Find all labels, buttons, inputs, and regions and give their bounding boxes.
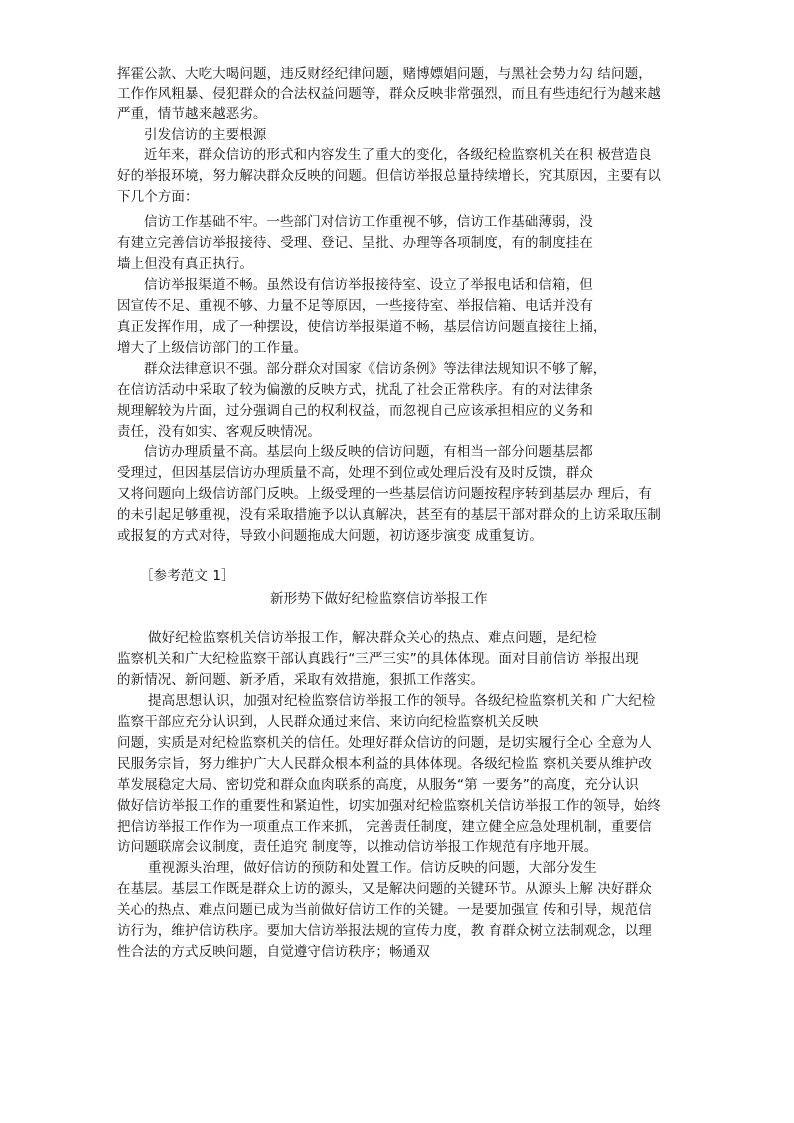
text-line: 或报复的方式对待，导致小问题拖成大问题，初访逐步演变 成重复访。 [117,528,543,544]
section-heading: 引发信访的主要根源 [144,127,267,143]
text-line: 信访举报渠道不畅。虽然设有信访举报接待室、设立了举报电话和信箱，但 [144,277,593,293]
text-line: 访问题联席会议制度，责任追究 制度等，以推动信访举报工作规范有序地开展。 [117,839,598,855]
text-line: 受理过，但因基层信访办理质量不高，处理不到位或处理后没有及时反馈，群众 [117,465,593,481]
text-line: 的新情况、新问题、新矛盾，采取有效措施，狠抓工作落实。 [117,672,485,688]
text-line: 监察干部应充分认识到，人民群众通过来信、来访向纪检监察机关反映 [117,714,539,730]
text-line: 规理解较为片面，过分强调自己的权利权益，而忽视自己应该承担相应的义务和 [117,403,593,419]
reference-label: ［参考范文 1］ [140,568,235,584]
text-line: 近年来，群众信访的形式和内容发生了重大的变化，各级纪检监察机关在积 极营造良 [144,147,652,163]
text-line: 问题，实质是对纪检监察机关的信任。处理好群众信访的问题，是切实履行全心 全意为人 [117,735,652,751]
text-line: 责任，没有如实、客观反映情况。 [117,424,321,440]
text-line: 做好信访举报工作的重要性和紧迫性，切实加强对纪检监察机关信访举报工作的领导，始终 [117,798,661,814]
text-line: 因宣传不足、重视不够、力量不足等原因，一些接待室、举报信箱、电话并没有 [117,298,593,314]
text-line: 民服务宗旨，努力维护广大人民群众根本利益的具体体现。各级纪检监 察机关要从维护改 [117,756,652,772]
text-line: 在信访活动中采取了较为偏激的反映方式，扰乱了社会正常秩序。有的对法律条 [117,382,593,398]
text-line: 好的举报环境，努力解决群众反映的问题。但信访举报总量持续增长，究其原因，主要有以 [117,168,661,184]
text-line: 监察机关和广大纪检监察干部认真践行“三严三实”的具体体现。面对目前信访 举报出现 [117,651,639,667]
text-line: 做好纪检监察机关信访举报工作，解决群众关心的热点、难点问题，是纪检 [148,630,597,646]
text-line: 把信访举报工作作为一项重点工作来抓， 完善责任制度，建立健全应急处理机制，重要信 [117,819,652,835]
text-line: 群众法律意识不强。部分群众对国家《信访条例》等法律法规知识不够了解， [144,361,607,377]
text-line: 重视源头治理，做好信访的预防和处置工作。信访反映的问题，大部分发生 [148,860,597,876]
text-line: 墙上但没有真正执行。 [117,256,253,272]
text-line: 的未引起足够重视，没有采取措施予以认真解决，甚至有的基层干部对群众的上访采取压制 [117,507,661,523]
text-line: 真正发挥作用，成了一种摆设，使信访举报渠道不畅，基层信访问题直接往上捅， [117,319,607,335]
text-line: 在基层。基层工作既是群众上访的源头，又是解决问题的关键环节。从源头上解 决好群众 [117,881,652,897]
text-line: 信访工作基础不牢。一些部门对信访工作重视不够，信访工作基础薄弱，没 [144,214,593,230]
text-line: 访行为，维护信访秩序。要加大信访举报法规的宣传力度，教 育群众树立法制观念，以理 [117,923,652,939]
text-line: 性合法的方式反映问题，自觉遵守信访秩序；畅通双 [117,944,430,960]
text-line: 革发展稳定大局、密切党和群众血肉联系的高度，从服务“第 一要务”的高度，充分认识 [117,777,639,793]
text-line: 严重，情节越来越恶劣。 [117,106,267,122]
text-line: 挥霍公款、大吃大喝问题，违反财经纪律问题，赌博嫖娼问题，与黑社会势力勾 结问题， [117,66,652,82]
document-title: 新形势下做好纪检监察信访举报工作 [270,591,488,607]
text-line: 下几个方面： [117,189,199,205]
text-line: 提高思想认识，加强对纪检监察信访举报工作的领导。各级纪检监察机关和 广大纪检 [148,693,656,709]
text-line: 又将问题向上级信访部门反映。上级受理的一些基层信访问题按程序转到基层办 理后，有 [117,486,652,502]
text-line: 信访办理质量不高。基层向上级反映的信访问题，有相当一部分问题基层都 [144,444,593,460]
text-line: 有建立完善信访举报接待、受理、登记、呈批、办理等各项制度，有的制度挂在 [117,235,593,251]
text-line: 关心的热点、难点问题已成为当前做好信访工作的关键。一是要加强宣 传和引导，规范信 [117,902,652,918]
text-line: 增大了上级信访部门的工作量。 [117,340,308,356]
text-line: 工作作风粗暴、侵犯群众的合法权益问题等，群众反映非常强烈，而且有些违纪行为越来越 [117,86,661,102]
